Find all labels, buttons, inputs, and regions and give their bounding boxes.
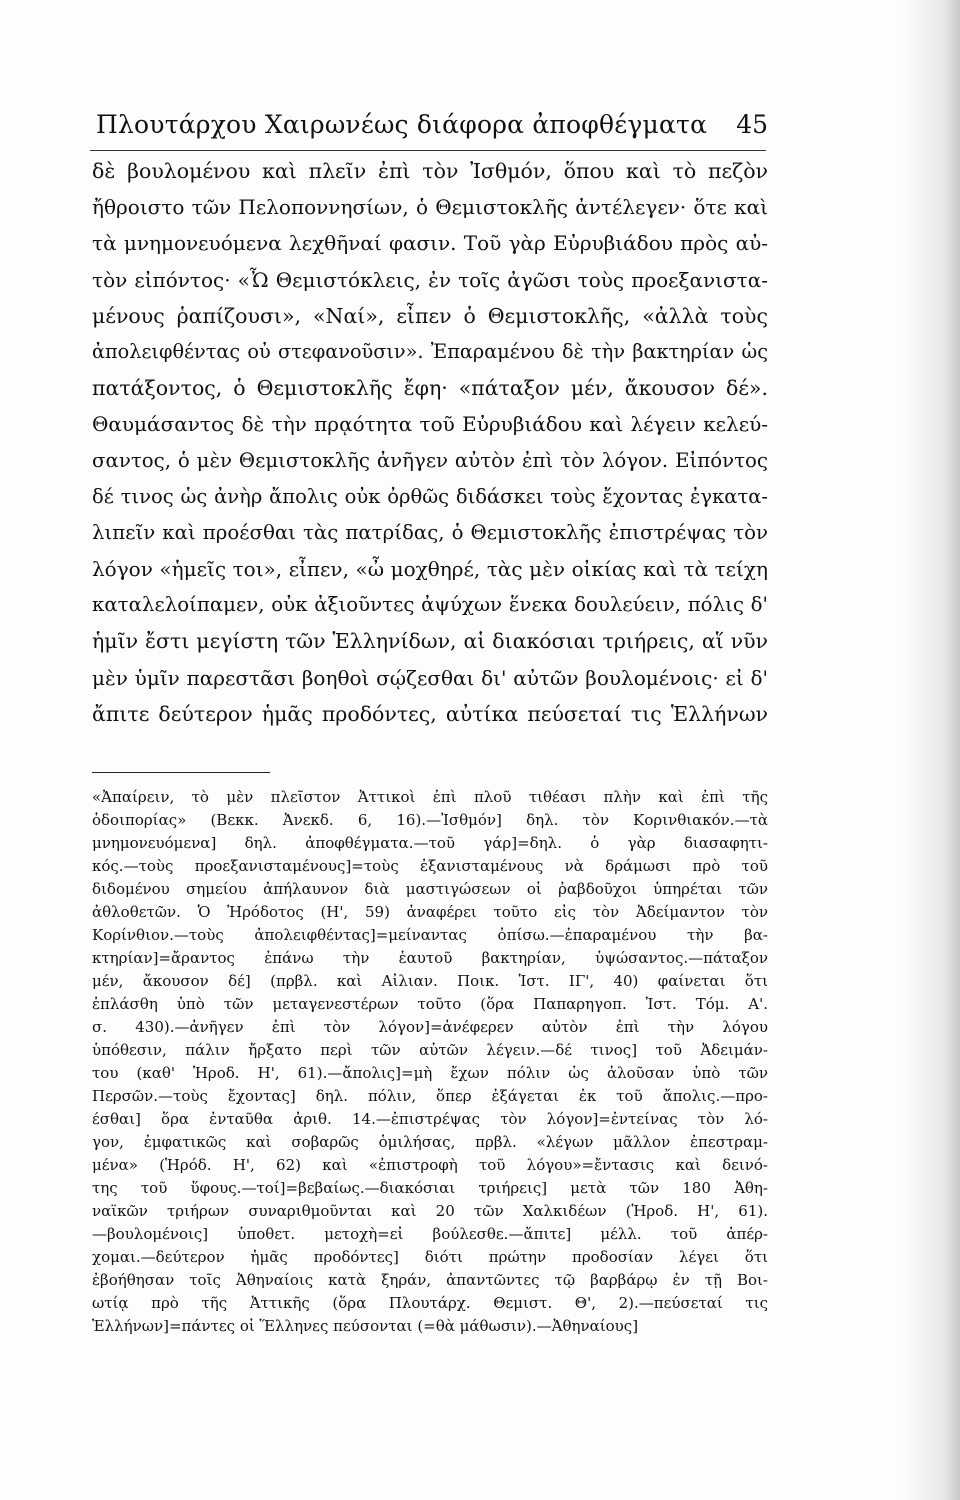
- footnote-line: κός.—τοὺς προεξανισταμένους]=τοὺς ἐξανισταμένους νὰ δράμωσι πρὸ τοῦ: [92, 857, 768, 875]
- footnote-line: ὑπόθεσιν, πάλιν ἤρξατο περὶ τῶν αὐτῶν λέγειν.—δέ τινος] τοῦ Ἀδειμάν-: [92, 1041, 768, 1059]
- text-line: λόγον «ἡμεῖς τοι», εἶπεν, «ὦ μοχθηρέ, τὰς μὲν οἰκίας καὶ τὰ τείχη: [92, 557, 768, 582]
- footnote-line: «Ἀπαίρειν, τὸ μὲν πλεῖστον Ἀττικοὶ ἐπὶ πλοῦ τιθέασι πλὴν καὶ ἐπὶ τῆς: [92, 788, 768, 806]
- footnote-line: μέν, ἄκουσον δέ] (πρβλ. καὶ Αἰλιαν. Ποικ. Ἱστ. ΙΓ', 40) φαίνεται ὅτι: [92, 972, 768, 990]
- footnote-line: ὁδοιπορίας» (Βεκκ. Ἀνεκδ. 6, 16).—Ἰσθμόν] δηλ. τὸν Κορινθιακόν.—τὰ: [92, 811, 768, 829]
- text-line: σαντος, ὁ μὲν Θεμιστοκλῆς ἀνῆγεν αὐτὸν ἐπὶ τὸν λόγον. Εἰπόντος: [92, 448, 768, 472]
- footnote-line: Ἑλλήνων]=πάντες οἱ Ἕλληνες πεύσονται (=θὰ μάθωσιν).—Ἀθηναίους]: [92, 1317, 639, 1335]
- footnote-line: της τοῦ ὕφους.—τοί]=βεβαίως.—διακόσιαι τριήρεις] μετὰ τῶν 180 Ἀθη-: [92, 1179, 768, 1197]
- text-line: μένους ῥαπίζουσι», «Ναί», εἶπεν ὁ Θεμιστοκλῆς, «ἀλλὰ τοὺς: [92, 303, 768, 328]
- text-line: δὲ βουλομένου καὶ πλεῖν ἐπὶ τὸν Ἰσθμόν, ὅπου καὶ τὸ πεζὸν: [92, 159, 768, 183]
- text-line: μὲν ὑμῖν παρεστᾶσι βοηθοὶ σῴζεσθαι δι' αὐτῶν βουλομένοις· εἰ δ': [92, 665, 768, 690]
- text-line: πατάξοντος, ὁ Θεμιστοκλῆς ἔφη· «πάταξον μέν, ἄκουσον δέ».: [92, 376, 768, 401]
- text-line: τὸν εἰπόντος· «Ὦ Θεμιστόκλεις, ἐν τοῖς ἀγῶσι τοὺς προεξανιστα-: [92, 267, 768, 292]
- running-head: [60, 104, 768, 148]
- text-line: ἤθροιστο τῶν Πελοποννησίων, ὁ Θεμιστοκλῆς ἀντέλεγεν· ὅτε καὶ: [92, 195, 768, 220]
- footnote-line: ἐβοήθησαν τοῖς Ἀθηναίοις κατὰ ξηράν, ἀπαντῶντες τῷ βαρβάρῳ ἐν τῇ Βοι-: [92, 1271, 768, 1289]
- footnote-line: Περσῶν.—τοὺς ἔχοντας] δηλ. πόλιν, ὅπερ ἐξάγεται ἐκ τοῦ ἄπολις.—προ-: [92, 1087, 768, 1105]
- footnote-line: Κορίνθιον.—τοὺς ἀπολειφθέντας]=μείναντας ὀπίσω.—ἐπαραμένου τὴν βα-: [92, 926, 768, 944]
- footnote-line: έσθαι] ὅρα ἐνταῦθα ἀριθ. 14.—ἐπιστρέψας τὸν λόγον]=ἐντείνας τὸν λό-: [92, 1110, 768, 1128]
- footnotes: [92, 786, 768, 1338]
- footnote-line: του (καθ' Ἡροδ. Η', 61).—ἄπολις]=μὴ ἔχων πόλιν ὡς ἁλοῦσαν ὑπὸ τῶν: [92, 1064, 768, 1082]
- footnote-line: διδομένου σημείου ἀπήλαυνον διὰ μαστιγώσεων οἱ ῥαβδοῦχοι ὑπηρέται τῶν: [92, 880, 768, 898]
- text-line: Θαυμάσαντος δὲ τὴν πρᾳότητα τοῦ Εὐρυβιάδου καὶ λέγειν κελεύ-: [92, 412, 768, 437]
- footnote-line: ωτίᾳ πρὸ τῆς Ἀττικῆς (ὅρα Πλουτάρχ. Θεμιστ. Θ', 2).—πεύσεταί τις: [92, 1294, 768, 1312]
- footnote-line: ἐπλάσθη ὑπὸ τῶν μεταγενεστέρων τοῦτο (ὅρα Παπαρηγοπ. Ἱστ. Τόμ. Α'.: [92, 995, 768, 1013]
- text-line: ἀπολειφθέντας οὐ στεφανοῦσιν». Ἐπαραμένου δὲ τὴν βακτηρίαν ὡς: [92, 339, 768, 363]
- footnote-line: ἀθλοθετῶν. Ὁ Ἡρόδοτος (Η', 59) ἀναφέρει τοῦτο εἰς τὸν Ἀδείμαντον τὸν: [92, 903, 768, 921]
- running-title: Πλουτάρχου Χαιρωνέως διάφορα ἀποφθέγματα: [96, 110, 708, 139]
- page-number: 45: [736, 110, 768, 139]
- footnote-line: κτηρίαν]=ἄραντος ἐπάνω τὴν ἑαυτοῦ βακτηρίαν, ὑψώσαντος.—πάταξον: [92, 949, 768, 967]
- footnote-line: —βουλομένοις] ὑποθετ. μετοχὴ=εἰ βούλεσθε.—ἄπιτε] μέλλ. τοῦ ἀπέρ-: [92, 1225, 768, 1243]
- page-edge-shadow: [900, 0, 960, 1500]
- footnote-line: σ. 430).—ἀνῆγεν ἐπὶ τὸν λόγον]=ἀνέφερεν αὐτὸν ἐπὶ τὴν λόγου: [92, 1018, 768, 1036]
- text-line: δέ τινος ὡς ἀνὴρ ἄπολις οὐκ ὀρθῶς διδάσκει τοὺς ἔχοντας ἐγκατα-: [92, 484, 768, 508]
- footnote-line: γον, ἐμφατικῶς καὶ σοβαρῶς ὁμιλήσας, πρβλ. «λέγων μᾶλλον ἐπεστραμ-: [92, 1133, 768, 1151]
- footnote-rule: [92, 772, 270, 773]
- footnote-line: χομαι.—δεύτερον ἡμᾶς προδόντες] διότι πρώτην προδοσίαν λέγει ὅτι: [92, 1248, 768, 1266]
- footnote-line: μένα» (Ἡρόδ. Η', 62) καὶ «ἐπιστροφὴ τοῦ λόγου»=ἔντασις καὶ δεινό-: [92, 1156, 768, 1174]
- footnote-line: μνημονευόμενα] δηλ. ἀποφθέγματα.—τοῦ γάρ]=δηλ. ὁ γὰρ διασαφητι-: [92, 834, 768, 852]
- footnote-line: ναϊκῶν τριήρων συναριθμοῦνται καὶ 20 τῶν Χαλκιδέων (Ἡροδ. Η', 61).: [92, 1202, 768, 1220]
- text-line: καταλελοίπαμεν, οὐκ ἀξιοῦντες ἀψύχων ἕνεκα δουλεύειν, πόλις δ': [92, 593, 768, 617]
- header-rule: [90, 150, 766, 151]
- text-line: ἄπιτε δεύτερον ἡμᾶς προδόντες, αὐτίκα πεύσεταί τις Ἑλλήνων: [92, 701, 768, 726]
- text-line: λιπεῖν καὶ προέσθαι τὰς πατρίδας, ὁ Θεμιστοκλῆς ἐπιστρέψας τὸν: [92, 520, 768, 544]
- main-text: [92, 153, 768, 732]
- text-line: ἡμῖν ἔστι μεγίστη τῶν Ἑλληνίδων, αἱ διακόσιαι τριήρεις, αἵ νῦν: [92, 629, 768, 654]
- text-line: τὰ μνημονευόμενα λεχθῆναί φασιν. Τοῦ γὰρ Εὐρυβιάδου πρὸς αὐ-: [92, 231, 768, 256]
